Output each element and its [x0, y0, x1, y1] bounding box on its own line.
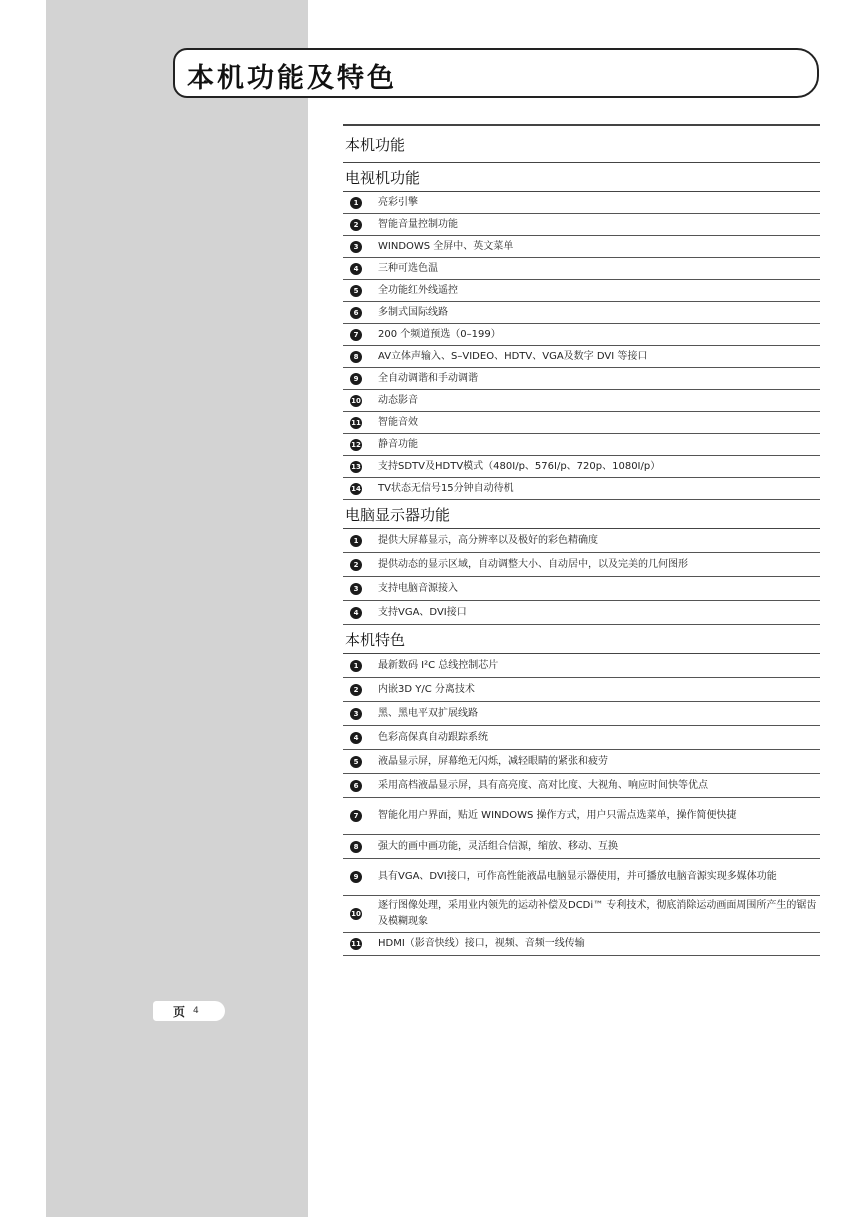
list-item	[343, 835, 820, 859]
list-item	[343, 324, 820, 346]
number-badge: 6	[350, 307, 362, 319]
number-badge: 8	[350, 841, 362, 853]
number-badge: 5	[350, 285, 362, 297]
number-badge: 5	[350, 756, 362, 768]
list-item	[343, 896, 820, 933]
list-item	[343, 434, 820, 456]
number-badge: 9	[350, 871, 362, 883]
list-item	[343, 302, 820, 324]
number-badge: 8	[350, 351, 362, 363]
list-item	[343, 654, 820, 678]
item-text: 亮彩引擎	[378, 196, 418, 208]
item-text: 全功能红外线遥控	[378, 284, 458, 296]
list-item	[343, 280, 820, 302]
list-item	[343, 368, 820, 390]
item-text: HDMI（影音快线）接口，视频、音频一线传输	[378, 938, 585, 949]
list-item	[343, 192, 820, 214]
item-text: 静音功能	[378, 438, 418, 450]
item-text: 提供大屏幕显示，高分辨率以及极好的彩色精确度	[378, 534, 598, 546]
list-item	[343, 553, 820, 577]
item-text: 黑、黑电平双扩展线路	[378, 707, 478, 719]
list-item	[343, 478, 820, 500]
number-badge: 10	[351, 910, 361, 918]
list-item	[343, 859, 820, 896]
heading-pc: 电脑显示器功能	[343, 500, 820, 529]
item-text: 采用高档液晶显示屏，具有高亮度、高对比度、大视角、响应时间快等优点	[378, 779, 708, 791]
number-badge: 2	[350, 559, 362, 571]
number-badge: 3	[350, 708, 362, 720]
item-text: WINDOWS 全屏中、英文菜单	[378, 240, 514, 252]
number-badge: 6	[350, 780, 362, 792]
list-item	[343, 577, 820, 601]
item-text: 支持电脑音源接入	[378, 582, 458, 594]
item-text: 多制式国际线路	[378, 306, 448, 318]
list-item	[343, 933, 820, 956]
pc-list	[343, 529, 820, 625]
title-box	[173, 48, 819, 98]
item-text: 逐行图像处理，采用业内领先的运动补偿及DCDi™ 专利技术，彻底消除运动画面周围所产生的锯齿及模糊现象	[378, 900, 817, 927]
list-item	[343, 798, 820, 835]
list-item	[343, 750, 820, 774]
page-tab	[153, 1001, 225, 1021]
item-text: 最新数码 I²C 总线控制芯片	[378, 659, 499, 671]
number-badge: 3	[350, 241, 362, 253]
number-badge: 7	[350, 329, 362, 341]
item-text: TV状态无信号15分钟自动待机	[378, 482, 514, 494]
list-item	[343, 774, 820, 798]
number-badge: 4	[350, 732, 362, 744]
item-text: 强大的画中画功能，灵活组合信源，缩放、移动、互换	[378, 840, 618, 852]
number-badge: 13	[351, 462, 361, 471]
item-text: 三种可选色温	[378, 262, 438, 274]
item-text: 具有VGA、DVI接口，可作高性能液晶电脑显示器使用，并可播放电脑音源实现多媒体功能	[378, 871, 777, 882]
number-badge: 12	[351, 440, 361, 449]
item-text: 支持VGA、DVI接口	[378, 606, 467, 618]
number-badge: 4	[350, 263, 362, 275]
number-badge: 1	[350, 535, 362, 547]
item-text: 支持SDTV及HDTV模式（480I/p、576I/p、720p、1080I/p）	[378, 460, 661, 472]
list-item	[343, 601, 820, 625]
heading-features: 本机特色	[343, 625, 820, 654]
number-badge: 2	[350, 684, 362, 696]
number-badge: 14	[351, 484, 361, 493]
number-badge: 1	[350, 197, 362, 209]
content	[343, 124, 820, 956]
number-badge: 3	[350, 583, 362, 595]
list-item	[343, 236, 820, 258]
tv-list	[343, 192, 820, 500]
feature-list	[343, 654, 820, 956]
item-text: 全自动调谐和手动调谐	[378, 372, 478, 384]
number-badge: 4	[350, 607, 362, 619]
heading-tv: 电视机功能	[343, 163, 820, 192]
list-item	[343, 678, 820, 702]
list-item	[343, 529, 820, 553]
list-item	[343, 214, 820, 236]
side-panel	[46, 0, 308, 1217]
item-text: 提供动态的显示区域，自动调整大小、自动居中，以及完美的几何图形	[378, 558, 688, 570]
number-badge: 11	[351, 418, 361, 427]
item-text: 智能化用户界面，贴近 WINDOWS 操作方式，用户只需点选菜单，操作简便快捷	[378, 810, 737, 821]
item-text: 智能音效	[378, 416, 418, 428]
number-badge: 7	[350, 810, 362, 822]
heading-main: 本机功能	[343, 126, 820, 163]
list-item	[343, 702, 820, 726]
page-number: 4	[193, 1006, 199, 1016]
list-item	[343, 726, 820, 750]
list-item	[343, 390, 820, 412]
item-text: 色彩高保真自动跟踪系统	[378, 731, 488, 743]
item-text: 200 个频道预选（0–199）	[378, 328, 501, 340]
item-text: 内嵌3D Y/C 分离技术	[378, 683, 475, 695]
list-item	[343, 456, 820, 478]
list-item	[343, 346, 820, 368]
item-text: 液晶显示屏，屏幕绝无闪烁，减轻眼睛的紧张和疲劳	[378, 755, 608, 767]
item-text: 动态影音	[378, 394, 418, 406]
number-badge: 10	[351, 396, 361, 405]
page-title: 本机功能及特色	[187, 63, 397, 94]
page-label: 页	[173, 1004, 186, 1019]
list-item	[343, 412, 820, 434]
list-item	[343, 258, 820, 280]
item-text: AV立体声输入、S–VIDEO、HDTV、VGA及数字 DVI 等接口	[378, 350, 648, 362]
number-badge: 11	[351, 940, 361, 948]
number-badge: 2	[350, 219, 362, 231]
number-badge: 9	[350, 373, 362, 385]
number-badge: 1	[350, 660, 362, 672]
item-text: 智能音量控制功能	[378, 218, 458, 230]
